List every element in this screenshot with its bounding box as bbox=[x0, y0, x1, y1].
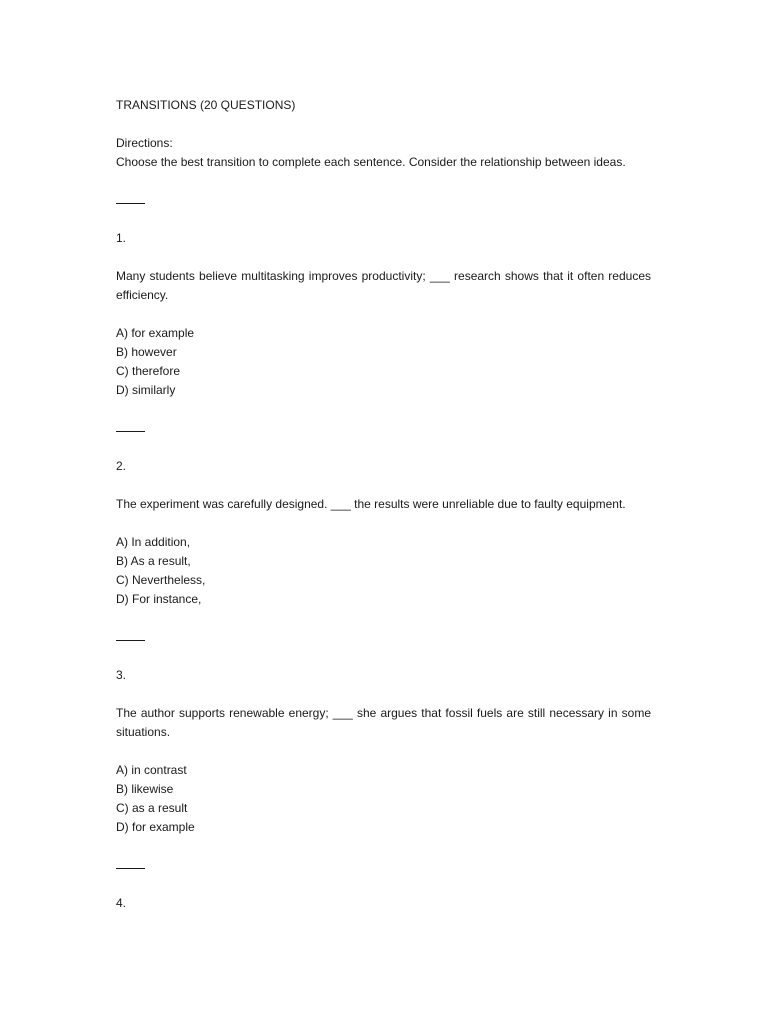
option-b: B) however bbox=[116, 345, 177, 359]
answer-options bbox=[116, 324, 651, 400]
answer-options bbox=[116, 761, 651, 837]
separator-rule bbox=[116, 856, 651, 875]
question-number: 3. bbox=[116, 668, 127, 682]
question-2 bbox=[116, 457, 651, 609]
document-page bbox=[116, 96, 655, 932]
option-c: C) as a result bbox=[116, 801, 188, 815]
directions-label: Directions: bbox=[116, 136, 173, 150]
document-title: TRANSITIONS (20 QUESTIONS) bbox=[116, 98, 296, 112]
option-b: B) likewise bbox=[116, 782, 174, 796]
question-4 bbox=[116, 894, 651, 913]
option-d: D) for example bbox=[116, 820, 195, 834]
question-text: The author supports renewable energy; ___ she argues that fossil fuels are still necessary in some situations. bbox=[116, 706, 655, 739]
separator-rule bbox=[116, 191, 651, 210]
option-c: C) Nevertheless, bbox=[116, 573, 206, 587]
option-d: D) For instance, bbox=[116, 592, 202, 606]
question-number: 2. bbox=[116, 459, 127, 473]
question-3 bbox=[116, 666, 655, 837]
directions-text: Choose the best transition to complete each sentence. Consider the relationship between ideas. bbox=[116, 155, 626, 169]
option-a: A) In addition, bbox=[116, 535, 191, 549]
separator-rule bbox=[116, 419, 651, 438]
question-text: The experiment was carefully designed. ___ the results were unreliable due to faulty equipment. bbox=[116, 497, 626, 511]
option-a: A) for example bbox=[116, 326, 195, 340]
question-number: 1. bbox=[116, 231, 127, 245]
option-a: A) in contrast bbox=[116, 763, 187, 777]
separator-rule bbox=[116, 628, 651, 647]
answer-options bbox=[116, 533, 651, 609]
question-number: 4. bbox=[116, 896, 127, 910]
question-1 bbox=[116, 229, 655, 400]
option-b: B) As a result, bbox=[116, 554, 191, 568]
option-c: C) therefore bbox=[116, 364, 181, 378]
option-d: D) similarly bbox=[116, 383, 176, 397]
question-text: Many students believe multitasking improves productivity; ___ research shows that it often reduces efficiency. bbox=[116, 269, 655, 302]
